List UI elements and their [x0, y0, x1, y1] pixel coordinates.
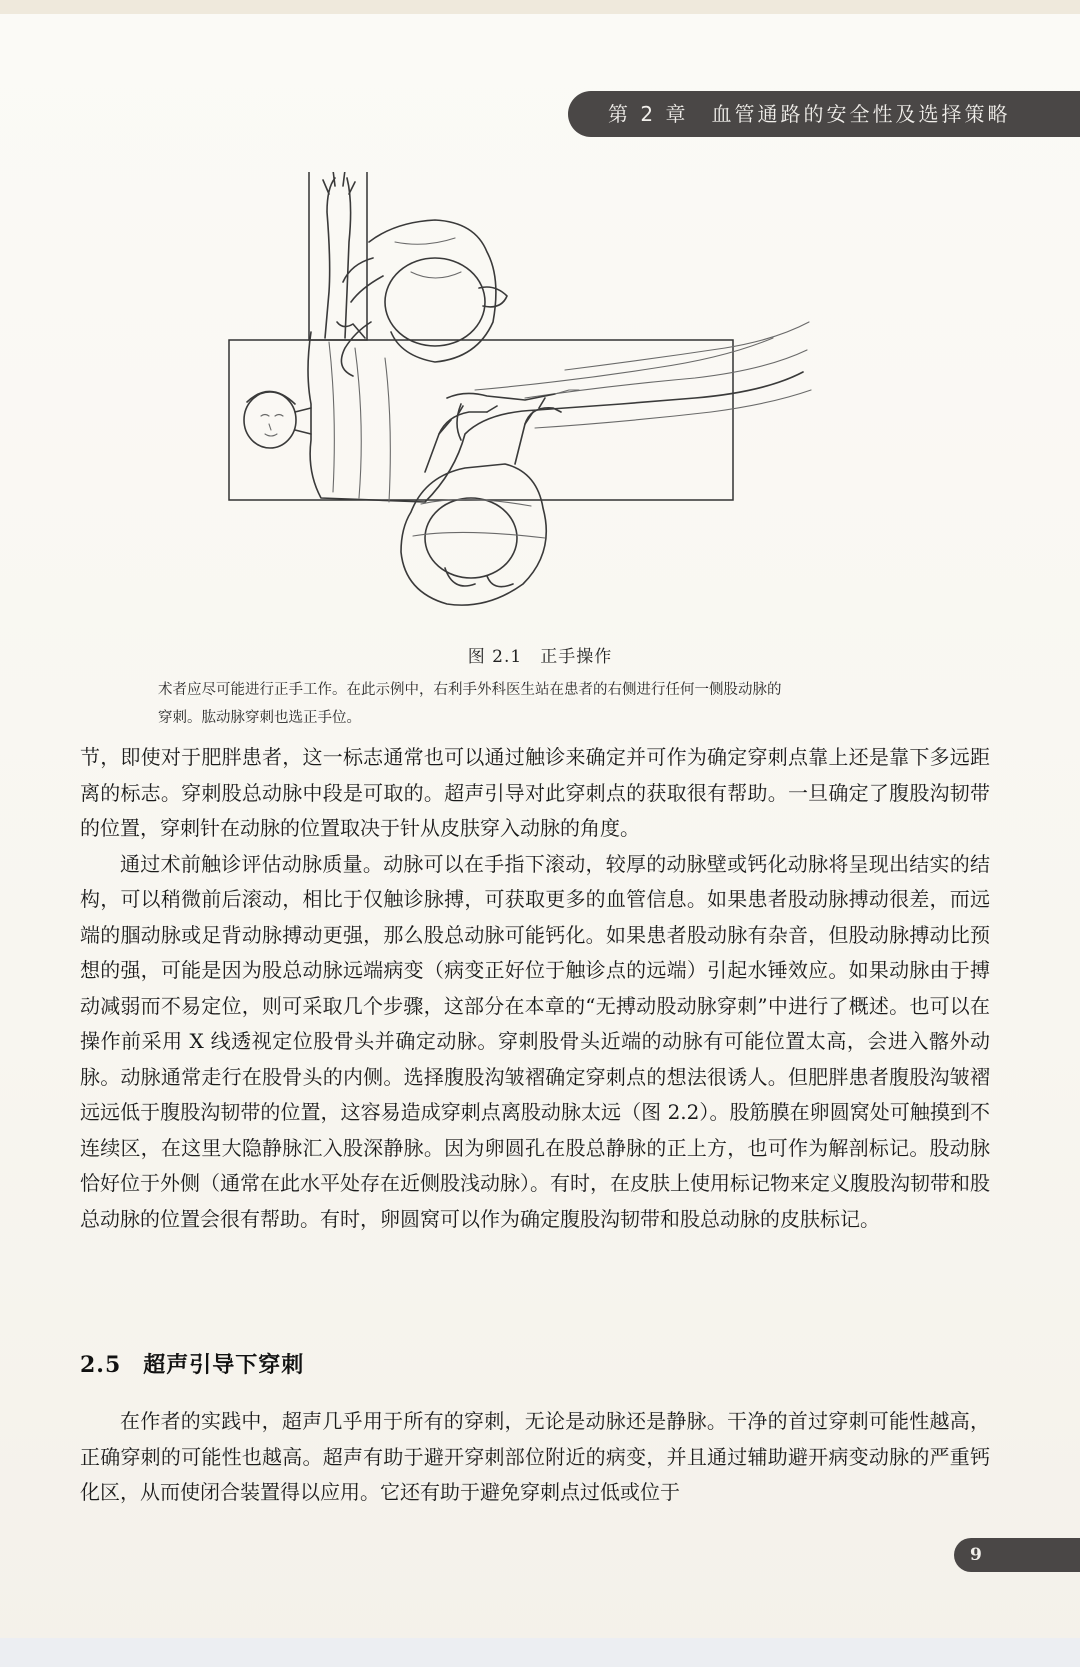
patient-drape [308, 332, 803, 502]
figure-caption: 图 2.1 正手操作 [467, 647, 613, 667]
arm-board [309, 172, 367, 340]
figure-description-line: 穿刺。肱动脉穿刺也选正手位。 [158, 710, 361, 726]
sheath-catheter [447, 393, 555, 440]
body-paragraph: 通过术前触诊评估动脉质量。动脉可以在手指下滚动，较厚的动脉壁或钙化动脉将呈现出结实的结构，可以稍微前后滚动，相比于仅触诊脉搏，可获取更多的血管信息。如果患者股动脉搏动很差，而远端的腘动脉或足背动脉搏动更强，那么股总动脉可能钙化。如果患者股动脉有杂音，但股动脉搏动比预想的强，可能是因为股总动脉远端病变（病变正好位于触诊点的远端）引起水锤效应。如果动脉由于搏动减弱而不易定位，则可采取几个步骤，这部分在本章的“无搏动股动脉穿刺”中进行了概述。也可以在操作前采用 X 线透视定位股骨头并确定动脉。穿刺股骨头近端的动脉有可能位置太高，会进入髂外动脉。动脉通常走行在股骨头的内侧。选择腹股沟皱褶确定穿刺点的想法很诱人。但肥胖患者腹股沟皱褶远远低于腹股沟韧带的位置，这容易造成穿刺点离股动脉太远（图 2.2）。股筋膜在卵圆窝处可触摸到不连续区，在这里大隐静脉汇入股深静脉。因为卵圆孔在股总静脉的正上方，也可作为解剖标记。股动脉恰好位于外侧（通常在此水平处存在近侧股浅动脉）。有时，在皮肤上使用标记物来定义腹股沟韧带和股总动脉的位置会很有帮助。有时，卵圆窝可以作为确定腹股沟韧带和股总动脉的皮肤标记。 [80, 851, 990, 1231]
body-paragraph: 节，即使对于肥胖患者，这一标志通常也可以通过触诊来确定并可作为确定穿刺点靠上还是靠下多远距离的标志。穿刺股总动脉中段是可取的。超声引导对此穿刺点的获取很有帮助。一旦确定了腹股沟韧带的位置，穿刺针在动脉的位置取决于针从皮肤穿入动脉的角度。 [80, 745, 990, 840]
assistant-figure [337, 220, 507, 376]
patient-head [244, 391, 311, 448]
figure-illustration [225, 172, 845, 632]
figure-description [158, 676, 928, 732]
body-text [80, 740, 990, 1237]
section-heading [80, 1348, 304, 1379]
operating-table [229, 340, 733, 500]
page-number: 9 [954, 1538, 1080, 1572]
section-body-text [80, 1404, 990, 1511]
chapter-header: 第 2 章 血管通路的安全性及选择策略 [568, 91, 1080, 137]
figure-2-1-drawing [225, 172, 845, 632]
figure-description-line: 术者应尽可能进行正手工作。在此示例中，右利手外科医生站在患者的右侧进行任何一侧股动脉的 [158, 682, 782, 698]
section-title: 超声引导下穿刺 [143, 1353, 305, 1378]
section-number: 2.5 [80, 1352, 122, 1378]
scan-edge-bottom [0, 1638, 1080, 1667]
scan-edge-top [0, 0, 1080, 14]
patient-arm [325, 178, 351, 338]
body-paragraph: 在作者的实践中，超声几乎用于所有的穿刺，无论是动脉还是静脉。干净的首过穿刺可能性越高，正确穿刺的可能性也越高。超声有助于避开穿刺部位附近的病变，并且通过辅助避开病变动脉的严重钙化区，从而使闭合装置得以应用。它还有助于避免穿刺点过低或位于 [80, 1409, 990, 1504]
